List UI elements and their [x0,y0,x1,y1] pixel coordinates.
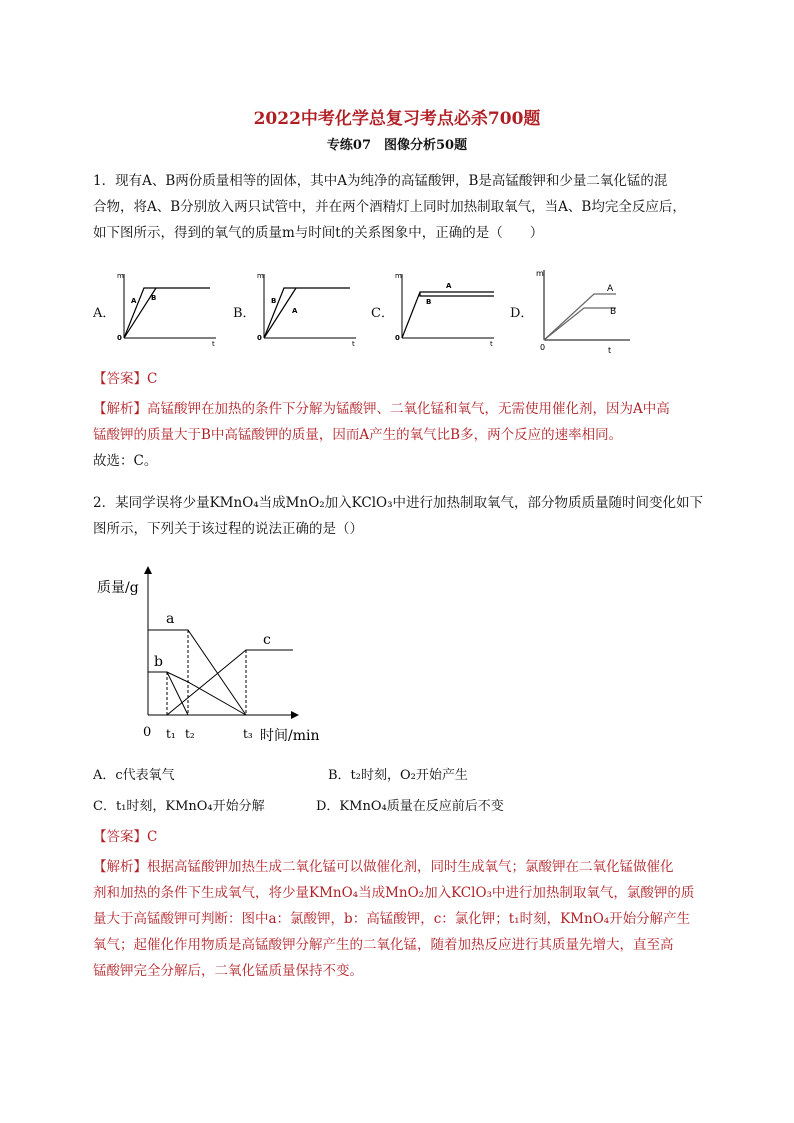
x-axis-label: 时间/min [260,728,320,744]
analysis-line: 根据高锰酸钾加热生成二氧化锰可以做催化剂，同时生成氧气；氯酸钾在二氧化锰做催化 [147,859,674,875]
question-2-analysis [93,854,708,984]
origin-label: 0 [117,334,122,342]
question-2-line: 图所示，下列关于该过程的说法正确的是（） [93,521,363,537]
option-d-letter: D． [510,306,534,321]
curve-b-label: B [610,307,617,317]
option-c: C．t₁时刻，KMnO₄开始分解 [93,799,265,814]
curve-b-label: B [271,297,277,305]
x-axis-arrow [291,711,299,719]
question-2-graph [93,560,333,750]
question-1-line: 1．现有A、B两份质量相等的固体，其中A为纯净的高锰酸钾，B是高锰酸钾和少量二氧化锰的混 [93,173,668,189]
axis-m-label: m [117,272,124,280]
axis-m-label: m [257,272,264,280]
option-a: A．c代表氧气 [93,768,175,783]
curve-b [264,288,350,338]
answer-value: C [147,371,158,387]
curve-b-label: B [151,294,157,302]
analysis-line: 剂和加热的条件下生成氧气，将少量KMnO₄当成MnO₂加入KClO₃中进行加热制取氧气，氯酸钾的质 [93,885,695,901]
question-1-text [93,168,708,246]
option-d-graph [530,262,640,357]
analysis-tag: 【解析】 [93,401,147,417]
option-b-graph [252,268,362,348]
analysis-line: 氧气；起催化作用物质是高锰酸钾分解产生的二氧化锰，随着加热反应进行其质量先增大，直至高 [93,937,674,953]
option-a-graph [112,268,222,348]
curve-b-label: b [154,654,163,670]
curve-b [544,308,616,340]
question-2-text [93,490,708,542]
y-axis-arrow [144,566,152,574]
question-1-answer [93,366,708,392]
curve-a-label: A [446,282,452,290]
origin-label: 0 [143,725,152,740]
answer-value: C [147,829,158,845]
curve-c-label: c [263,632,271,648]
question-1-line: 合物，将A、B分别放入两只试管中，并在两个酒精灯上同时加热制取氧气，当A、B均完全反应后， [93,199,686,215]
analysis-tag: 【解析】 [93,859,147,875]
origin-label: 0 [395,334,400,342]
curve-b [420,292,494,296]
axis-t-label: t [212,340,215,348]
analysis-line: 锰酸钾的质量大于B中高锰酸钾的质量，因而A产生的氧气比B多，两个反应的速率相同。 [93,427,623,443]
axis-m-label: m [536,269,544,278]
question-2-line: 2．某同学误将少量KMnO₄当成MnO₂加入KClO₃中进行加热制取氧气，部分物质质量随时间变化如下 [93,495,704,511]
curve-b-label: B [426,298,432,306]
curve-a [402,292,494,338]
analysis-conclusion: 故选：C。 [93,453,158,469]
t1-label: t₁ [166,727,176,741]
page-title: 2022中考化学总复习考点必杀700题 [253,109,541,129]
curve-c [167,650,293,715]
origin-label: 0 [540,343,546,352]
answer-tag: 【答案】 [93,371,147,387]
curve-a-label: a [166,611,175,627]
analysis-line: 高锰酸钾在加热的条件下分解为锰酸钾、二氧化锰和氧气，无需使用催化剂，因为A中高 [147,401,670,417]
origin-label: 0 [257,334,262,342]
question-2-answer [93,824,708,850]
question-1-analysis [93,396,708,474]
option-a-letter: A． [93,306,116,321]
axis-t-label: t [352,340,355,348]
t2-label: t₂ [185,727,195,741]
option-b-letter: B． [233,306,256,321]
option-b: B．t₂时刻，O₂开始产生 [328,768,468,783]
curve-a [124,288,210,338]
option-d: D．KMnO₄质量在反应前后不变 [316,799,504,814]
answer-tag: 【答案】 [93,829,147,845]
analysis-line: 量大于高锰酸钾可判断：图中a：氯酸钾，b：高锰酸钾，c：氯化钾；t₁时刻，KMnO₄开始分解产生 [93,911,691,927]
curve-b [167,672,188,715]
curve-a-label: A [292,307,298,315]
curve-a-label: A [607,284,614,294]
axis-m-label: m [395,272,402,280]
analysis-line: 锰酸钾完全分解后，二氧化锰质量保持不变。 [93,963,363,979]
curve-a-label: A [131,297,137,305]
t3-label: t₃ [243,727,253,741]
y-axis-label: 质量/g [97,580,139,596]
page-subtitle: 专练07 图像分析50题 [326,138,468,153]
option-c-graph [390,268,500,348]
question-1-line: 如下图所示，得到的氧气的质量m与时间t的关系图象中，正确的是（ ） [93,225,544,241]
axis-t-label: t [490,340,493,348]
axis-t-label: t [608,346,612,355]
option-c-letter: C． [371,306,394,321]
curve-a [544,294,616,340]
